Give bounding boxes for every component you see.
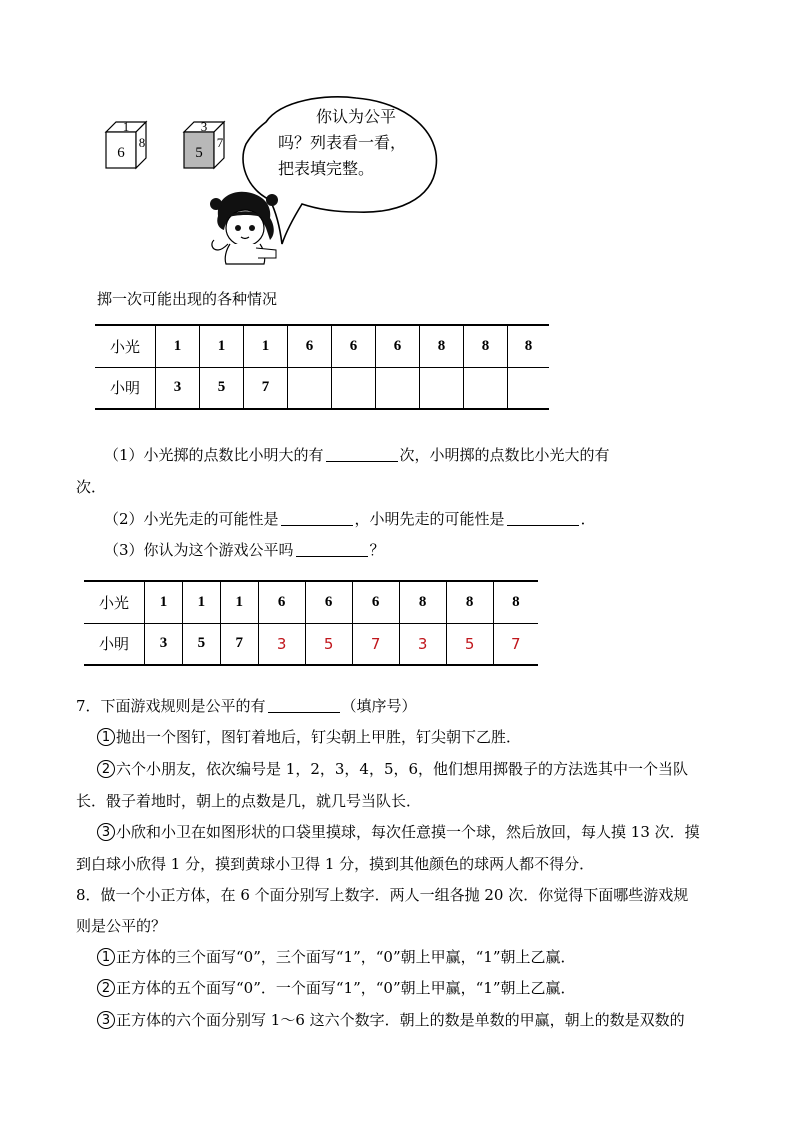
circled-number-2: 2 [97, 979, 115, 997]
answer-cell: 7 [493, 623, 538, 665]
cell: 1 [145, 581, 183, 623]
die-b-top: 3 [200, 119, 208, 134]
cell: 7 [220, 623, 258, 665]
problem-7-option-3-cont: 到白球小欣得 1 分，摸到黄球小卫得 1 分，摸到其他颜色的球两人都不得分． [76, 855, 595, 873]
cell: 6 [288, 325, 332, 367]
cell: 8 [420, 325, 464, 367]
cell: 8 [493, 581, 538, 623]
table-row [84, 581, 538, 623]
question-1 [104, 446, 610, 464]
cell: 3 [156, 367, 200, 409]
girl-cartoon-image [206, 188, 286, 266]
table-caption: 掷一次可能出现的各种情况 [97, 290, 278, 308]
cell: 6 [352, 581, 399, 623]
row-label: 小光 [95, 325, 156, 367]
cell: 6 [258, 581, 305, 623]
problem-7-option-2 [97, 760, 688, 778]
cell: 1 [182, 581, 220, 623]
die-b [184, 119, 224, 168]
cell: 1 [156, 325, 200, 367]
problem-8-stem-cont: 则是公平的？ [76, 917, 167, 935]
question-1-text-b: 次，小明掷的点数比小光大的有 [399, 446, 610, 464]
option-text: 正方体的六个面分别写 1～6 这六个数字．朝上的数是单数的甲赢，朝上的数是双数的 [116, 1011, 685, 1029]
table-row [84, 623, 538, 665]
answer-cell: 5 [305, 623, 352, 665]
question-2-text-b: ，小明先走的可能性是 [354, 510, 505, 528]
option-text: 小欣和小卫在如图形状的口袋里摸球，每次任意摸一个球，然后放回，每人摸 13 次．摸 [116, 823, 700, 841]
die-b-side: 7 [216, 135, 224, 150]
answer-cell: 3 [258, 623, 305, 665]
question-1-cont: 次． [76, 478, 107, 496]
die-b-front: 5 [195, 145, 203, 161]
option-text: 抛出一个图钉，图钉着地后，钉尖朝上甲胜，钉尖朝下乙胜． [116, 728, 522, 746]
outcome-table-2 [84, 580, 538, 666]
option-text: 正方体的五个面写“0”．一个面写“1”，“0”朝上甲赢，“1”朝上乙赢． [116, 979, 576, 997]
speech-line-1: 你认为公平 [316, 107, 397, 126]
cell: 5 [200, 367, 244, 409]
die-a-top: 1 [122, 119, 130, 134]
circled-number-1: 1 [97, 728, 115, 746]
cell[interactable] [288, 367, 332, 409]
cell: 3 [145, 623, 183, 665]
table-row [95, 325, 549, 367]
cell: 1 [220, 581, 258, 623]
cell: 1 [200, 325, 244, 367]
option-text: 正方体的三个面写“0”，三个面写“1”，“0”朝上甲赢，“1”朝上乙赢． [116, 948, 576, 966]
circled-number-3: 3 [97, 1011, 115, 1029]
circled-number-2: 2 [97, 760, 115, 778]
question-2-text-c: ． [580, 510, 596, 528]
speech-line-2: 吗？列表看一看， [278, 133, 407, 152]
cell: 6 [376, 325, 420, 367]
option-text: 六个小朋友，依次编号是 1，2，3，4，5，6，他们想用掷骰子的方法选其中一个当队 [116, 760, 689, 778]
question-1-text-a: （1）小光掷的点数比小明大的有 [104, 446, 324, 464]
cell: 8 [399, 581, 446, 623]
cell[interactable] [508, 367, 550, 409]
problem-7-stem-b: （填序号） [341, 697, 417, 715]
cell: 8 [508, 325, 550, 367]
answer-cell: 5 [446, 623, 493, 665]
die-a [106, 119, 146, 168]
cell[interactable] [464, 367, 508, 409]
problem-7-stem-a: 7．下面游戏规则是公平的有 [76, 697, 266, 715]
die-a-front: 6 [117, 145, 125, 161]
circled-number-1: 1 [97, 948, 115, 966]
problem-7-option-2-cont: 长．骰子着地时，朝上的点数是几，就几号当队长． [76, 792, 422, 810]
dice-illustration [100, 112, 240, 174]
cell: 8 [464, 325, 508, 367]
row-label: 小光 [84, 581, 145, 623]
problem-8-option-3 [97, 1011, 685, 1029]
problem-7-option-3 [97, 823, 700, 841]
cell: 6 [305, 581, 352, 623]
problem-7-stem [76, 697, 417, 715]
question-2-text-a: （2）小光先走的可能性是 [104, 510, 279, 528]
problem-8-stem: 8．做一个小正方体，在 6 个面分别写上数字．两人一组各抛 20 次．你觉得下面哪些游戏规 [76, 886, 689, 904]
answer-cell: 7 [352, 623, 399, 665]
question-3-text-b: ？ [369, 541, 385, 559]
answer-blank[interactable] [268, 698, 340, 713]
cell: 1 [244, 325, 288, 367]
problem-8-option-2 [97, 979, 576, 997]
cell[interactable] [332, 367, 376, 409]
cell: 8 [446, 581, 493, 623]
die-a-side: 8 [138, 135, 146, 150]
answer-blank[interactable] [281, 511, 353, 526]
problem-8-option-1 [97, 948, 576, 966]
circled-number-3: 3 [97, 823, 115, 841]
question-3 [104, 541, 385, 559]
cell: 5 [182, 623, 220, 665]
answer-blank[interactable] [296, 542, 368, 557]
outcome-table-1 [95, 324, 549, 410]
row-label: 小明 [84, 623, 145, 665]
cell: 7 [244, 367, 288, 409]
answer-blank[interactable] [507, 511, 579, 526]
cell[interactable] [376, 367, 420, 409]
row-label: 小明 [95, 367, 156, 409]
cell: 6 [332, 325, 376, 367]
problem-7-option-1 [97, 728, 521, 746]
answer-blank[interactable] [326, 447, 398, 462]
question-2 [104, 510, 596, 528]
table-row [95, 367, 549, 409]
answer-cell: 3 [399, 623, 446, 665]
cell[interactable] [420, 367, 464, 409]
speech-line-3: 把表填完整。 [278, 159, 375, 178]
question-3-text-a: （3）你认为这个游戏公平吗 [104, 541, 294, 559]
